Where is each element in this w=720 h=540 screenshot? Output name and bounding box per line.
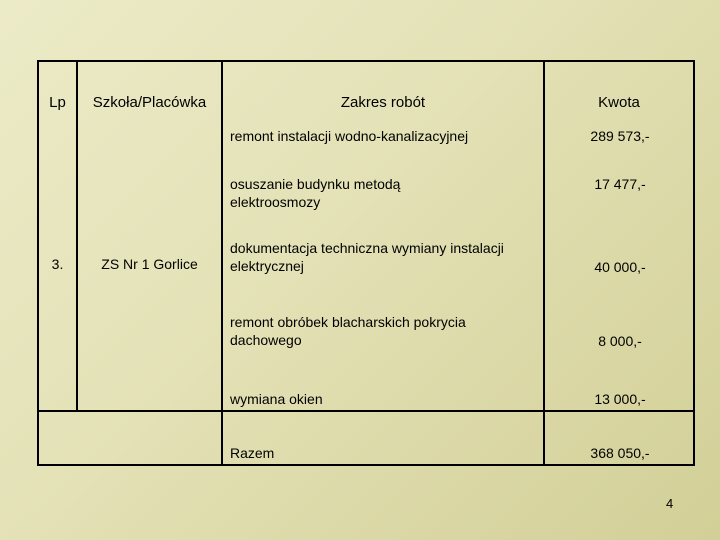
item-amount: 13 000,- (594, 391, 646, 407)
header-amount: Kwota (598, 94, 640, 111)
header-school: Szkoła/Placówka (92, 94, 207, 111)
col-divider-lp (76, 60, 78, 412)
item-scope: osuszanie budynku metodą elektroosmozy (230, 176, 401, 210)
table-total-separator (37, 410, 695, 412)
row-lp: 3. (51, 256, 64, 272)
row-school: ZS Nr 1 Gorlice (101, 256, 198, 272)
col-divider-school (221, 60, 223, 466)
item-amount: 40 000,- (594, 259, 646, 275)
item-amount: 289 573,- (590, 128, 650, 144)
item-scope: remont obróbek blacharskich pokrycia dachowego (230, 314, 466, 348)
page-number: 4 (666, 496, 674, 511)
total-amount: 368 050,- (590, 445, 650, 461)
item-scope: wymiana okien (230, 391, 323, 407)
item-scope: dokumentacja techniczna wymiany instalacji elektrycznej (230, 240, 504, 274)
item-amount: 17 477,- (594, 176, 646, 192)
header-scope: Zakres robót (340, 94, 426, 111)
header-lp: Lp (49, 94, 66, 111)
item-scope: remont instalacji wodno-kanalizacyjnej (230, 128, 469, 144)
item-amount: 8 000,- (598, 333, 642, 349)
table-top-border (37, 60, 695, 62)
table-bottom-border (37, 464, 695, 466)
total-label: Razem (230, 445, 275, 461)
